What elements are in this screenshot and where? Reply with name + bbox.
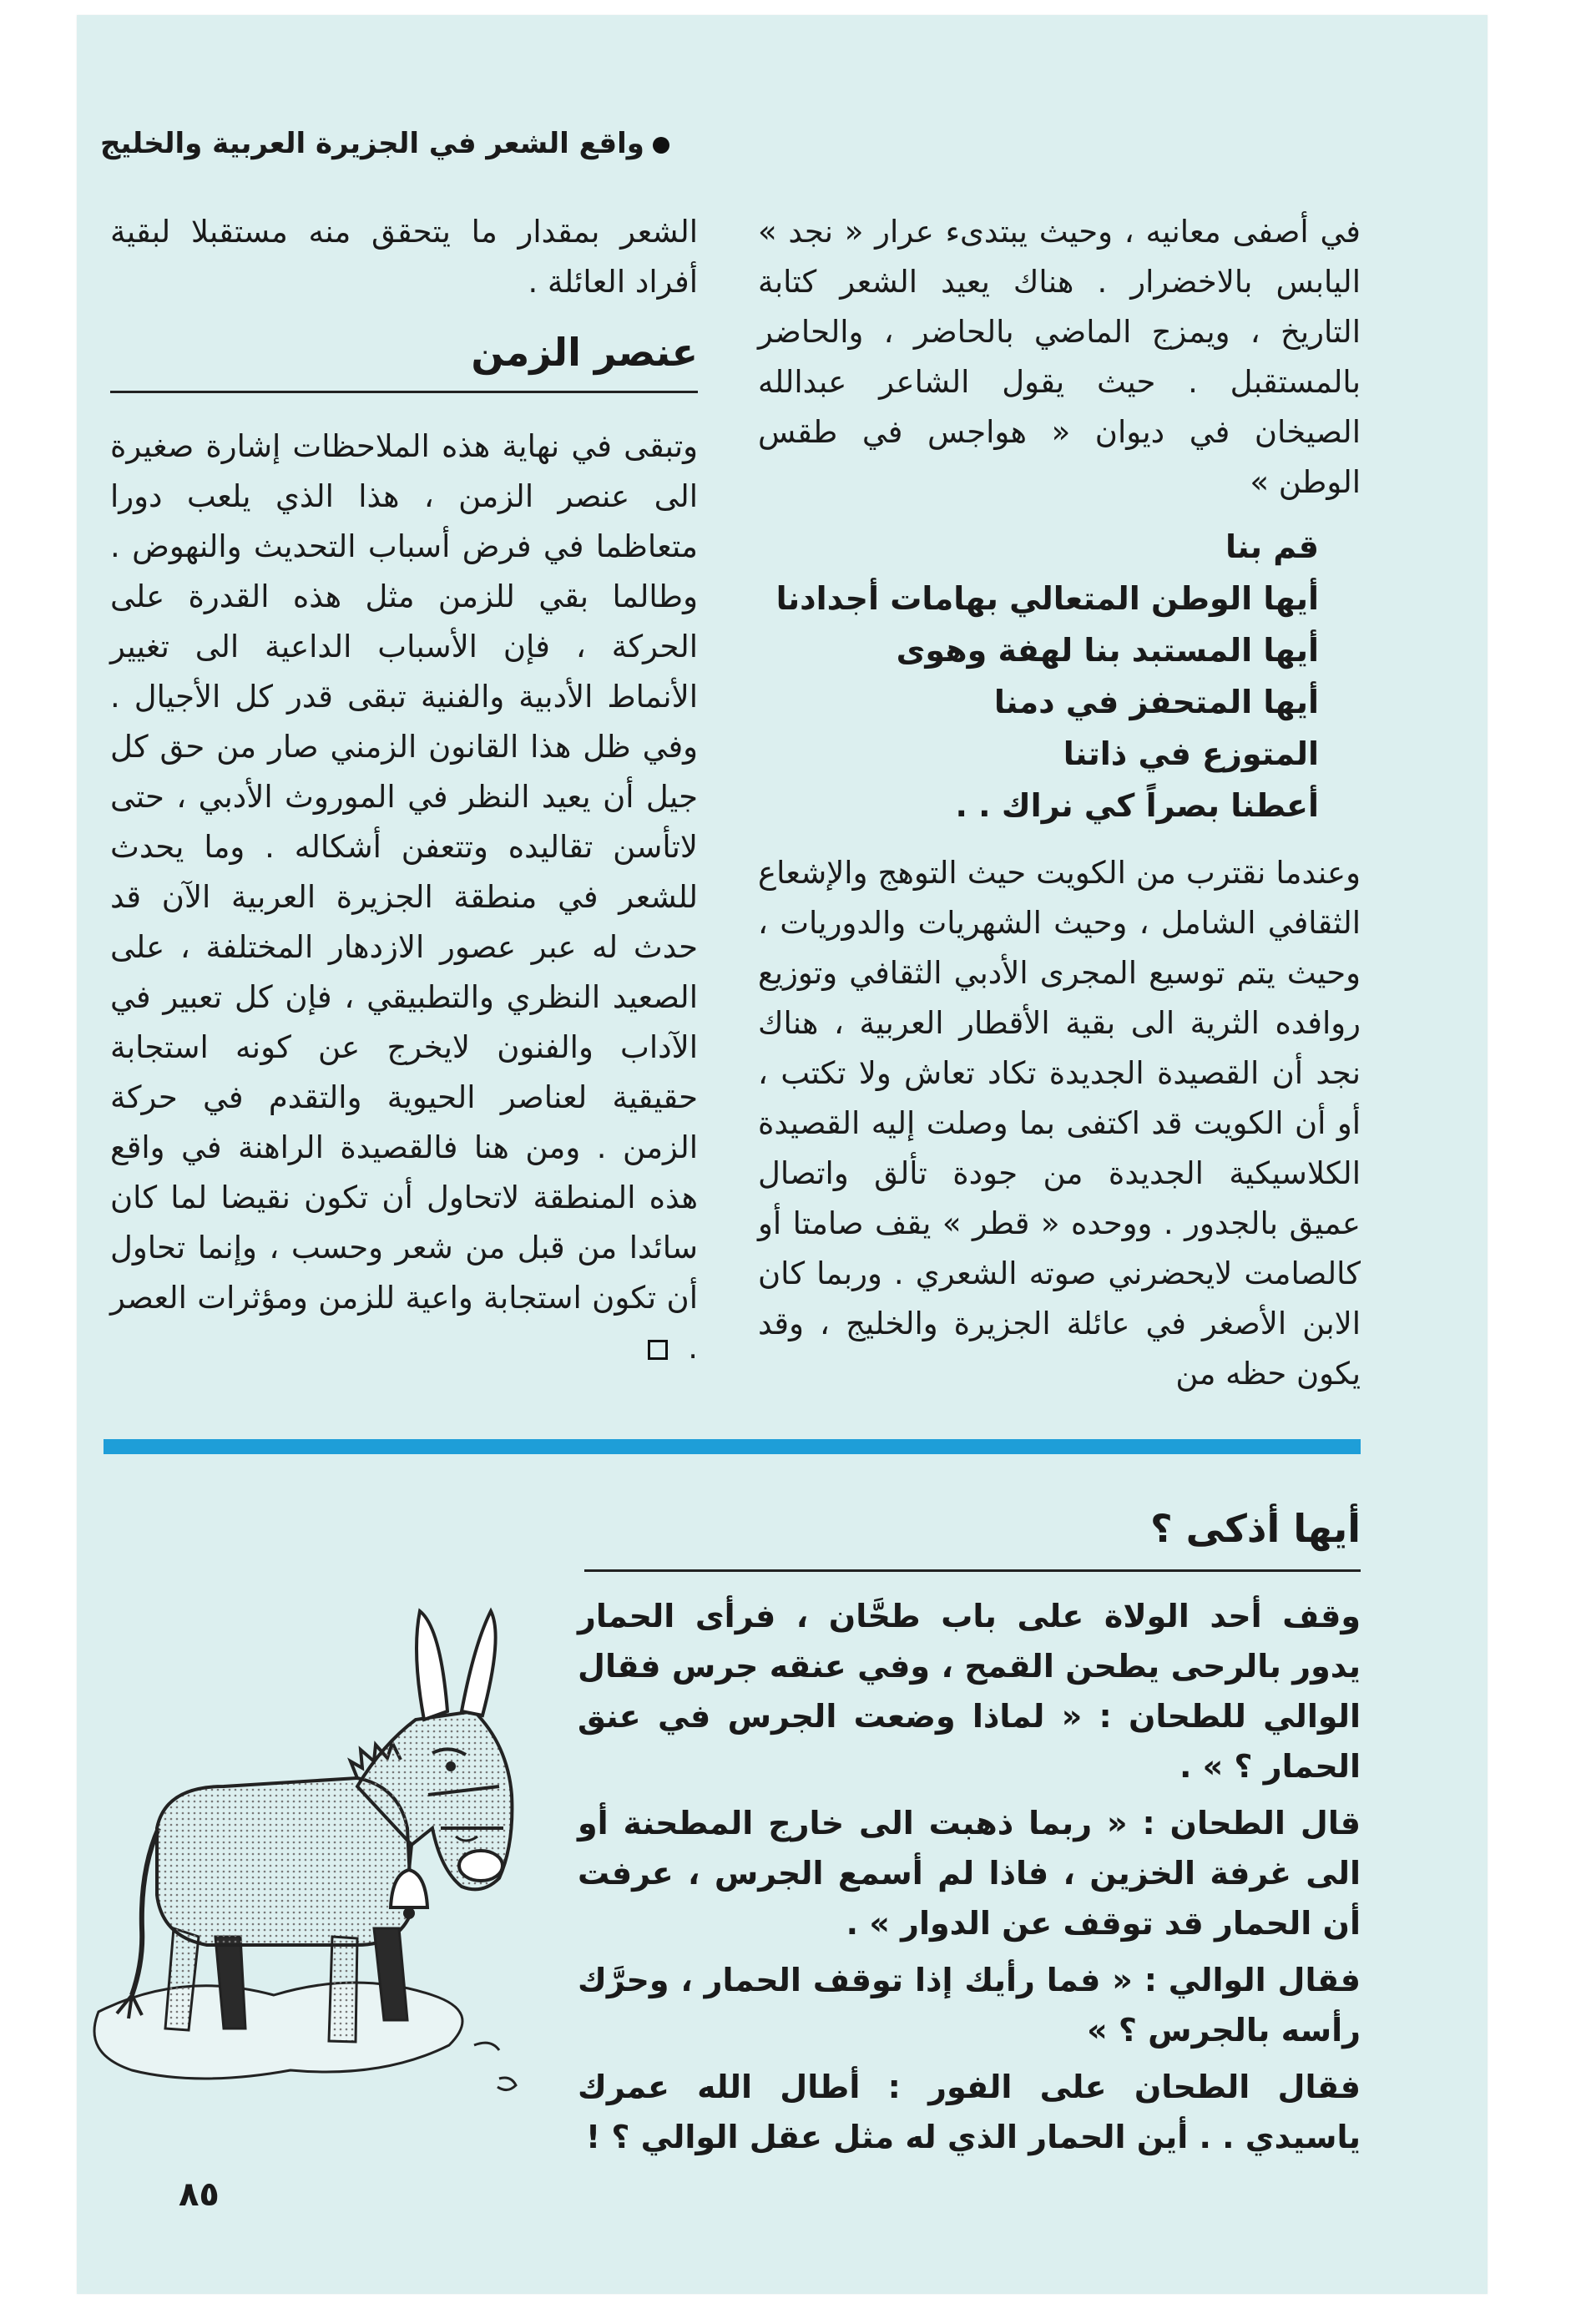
box-title: أيها أذكى ؟ <box>1149 1506 1361 1551</box>
left-paragraph-2-text: وتبقى في نهاية هذه الملاحظات إشارة صغيرة الى عنصر الزمن ، هذا الذي يلعب دورا متعاظما في فرض أسباب التحديث والنهوض . وطالما بقي للزمن مثل هذه القدرة على الحركة ، فإن الأسباب الداعية الى تغيير الأنماط الأدبية والفنية تبقى قدر كل الأجيال . وفي ظل هذا القانون الزمني صار من حق كل جيل أن يعيد النظر في الموروث الأدبي ، حتى لاتأسن تقاليده وتتعفن أشكاله . وما يحدث للشعر في منطقة الجزيرة العربية الآن قد حدث له عبر عصور الازدهار المختلفة ، على الصعيد النظري والتطبيقي ، فإن كل تعبير في الآداب والفنون لايخرج عن كونه استجابة حقيقية لعناصر الحيوية والتقدم في حركة الزمن . ومن هنا فالقصيدة الراهنة في واقع هذه المنطقة لاتحاول أن تكون نقيضا لما كان سائدا من قبل من شعر وحسب ، وإنما تحاول أن تكون استجابة واعية للزمن ومؤثرات العصر . <box>110 428 698 1366</box>
poem-line: أيها المتحفز في دمنا <box>993 684 1319 720</box>
subheading-rule <box>110 391 698 393</box>
poem-line: أيها الوطن المتعالي بهامات أجدادنا <box>775 580 1319 617</box>
running-title: واقع الشعر في الجزيرة العربية والخليج <box>100 127 644 160</box>
right-paragraph-2: وعندما نقترب من الكويت حيث التوهج والإشعاع الثقافي الشامل ، وحيث الشهريات والدوريات ، وحيث يتم توسيع المجرى الأدبي الثقافي وتوزيع روافده الثرية الى بقية الأقطار العربية ، هناك نجد أن القصيدة الجديدة تكاد تعاش ولا تكتب ، أو أن الكويت قد اكتفى بما وصلت إليه القصيدة الكلاسيكية الجديدة من جودة تألق واتصال عميق بالجدور . ووحده « قطر » يقف صامتا أو كالصامت لايحضرني صوته الشعري . وربما كان الابن الأصغر في عائلة الجزيرة والخليج ، وقد يكون حظه من <box>758 855 1361 1392</box>
poem-line: قم بنا <box>1225 528 1319 565</box>
page-number: ٨٥ <box>179 2175 220 2214</box>
anecdote-text <box>578 1591 1361 2169</box>
left-paragraph-1: الشعر بمقدار ما يتحقق منه مستقبلا لبقية أفراد العائلة . <box>110 214 698 300</box>
section-subheading: عنصر الزمن <box>471 330 698 375</box>
anecdote-paragraph: فقال الوالي : « فما رأيك إذا توقف الحمار ، وحرَّك رأسه بالجرس ؟ » <box>578 1962 1361 2049</box>
right-column <box>758 207 1361 1399</box>
left-column <box>110 207 698 1373</box>
right-paragraph-1: في أصفى معانيه ، وحيث يبتدىء عرار « نجد » اليابس بالاخضرار . هناك يعيد الشعر كتابة التاريخ ، ويمزج الماضي بالحاضر ، والحاضر بالمستقبل . حيث يقول الشاعر عبدالله الصيخان في ديوان « هواجس في طقس الوطن » <box>758 214 1361 500</box>
anecdote-paragraph: قال الطحان : « ربما ذهبت الى خارج المطحنة أو الى غرفة الخزين ، فاذا لم أسمع الجرس ، عرفت أن الحمار قد توقف عن الدوار » . <box>578 1805 1361 1942</box>
box-title-rule <box>584 1569 1361 1572</box>
anecdote-paragraph: وقف أحد الولاة على باب طحَّان ، فرأى الحمار يدور بالرحى يطحن القمح ، وفي عنقه جرس فقال الوالي للطحان : « لماذا وضعت الجرس في عنق الحمار ؟ » . <box>578 1598 1361 1785</box>
left-paragraph-2 <box>110 422 698 1373</box>
poem-line: أيها المستبد بنا لهفة وهوى <box>896 632 1319 669</box>
running-header <box>100 127 684 160</box>
poem-line: المتوزع في ذاتنا <box>1063 735 1319 772</box>
section-divider-bar <box>104 1439 1361 1454</box>
bullet-icon <box>653 137 669 154</box>
poem-line: أعطنا بصراً كي نراك . . <box>955 787 1319 824</box>
donkey-illustration <box>82 1578 566 2112</box>
end-mark-icon <box>648 1340 668 1360</box>
anecdote-paragraph: فقال الطحان على الفور : أطال الله عمرك ياسيدي . . أين الحمار الذي له مثل عقل الوالي ؟ ! <box>578 2069 1361 2155</box>
poem-quote <box>758 521 1361 831</box>
